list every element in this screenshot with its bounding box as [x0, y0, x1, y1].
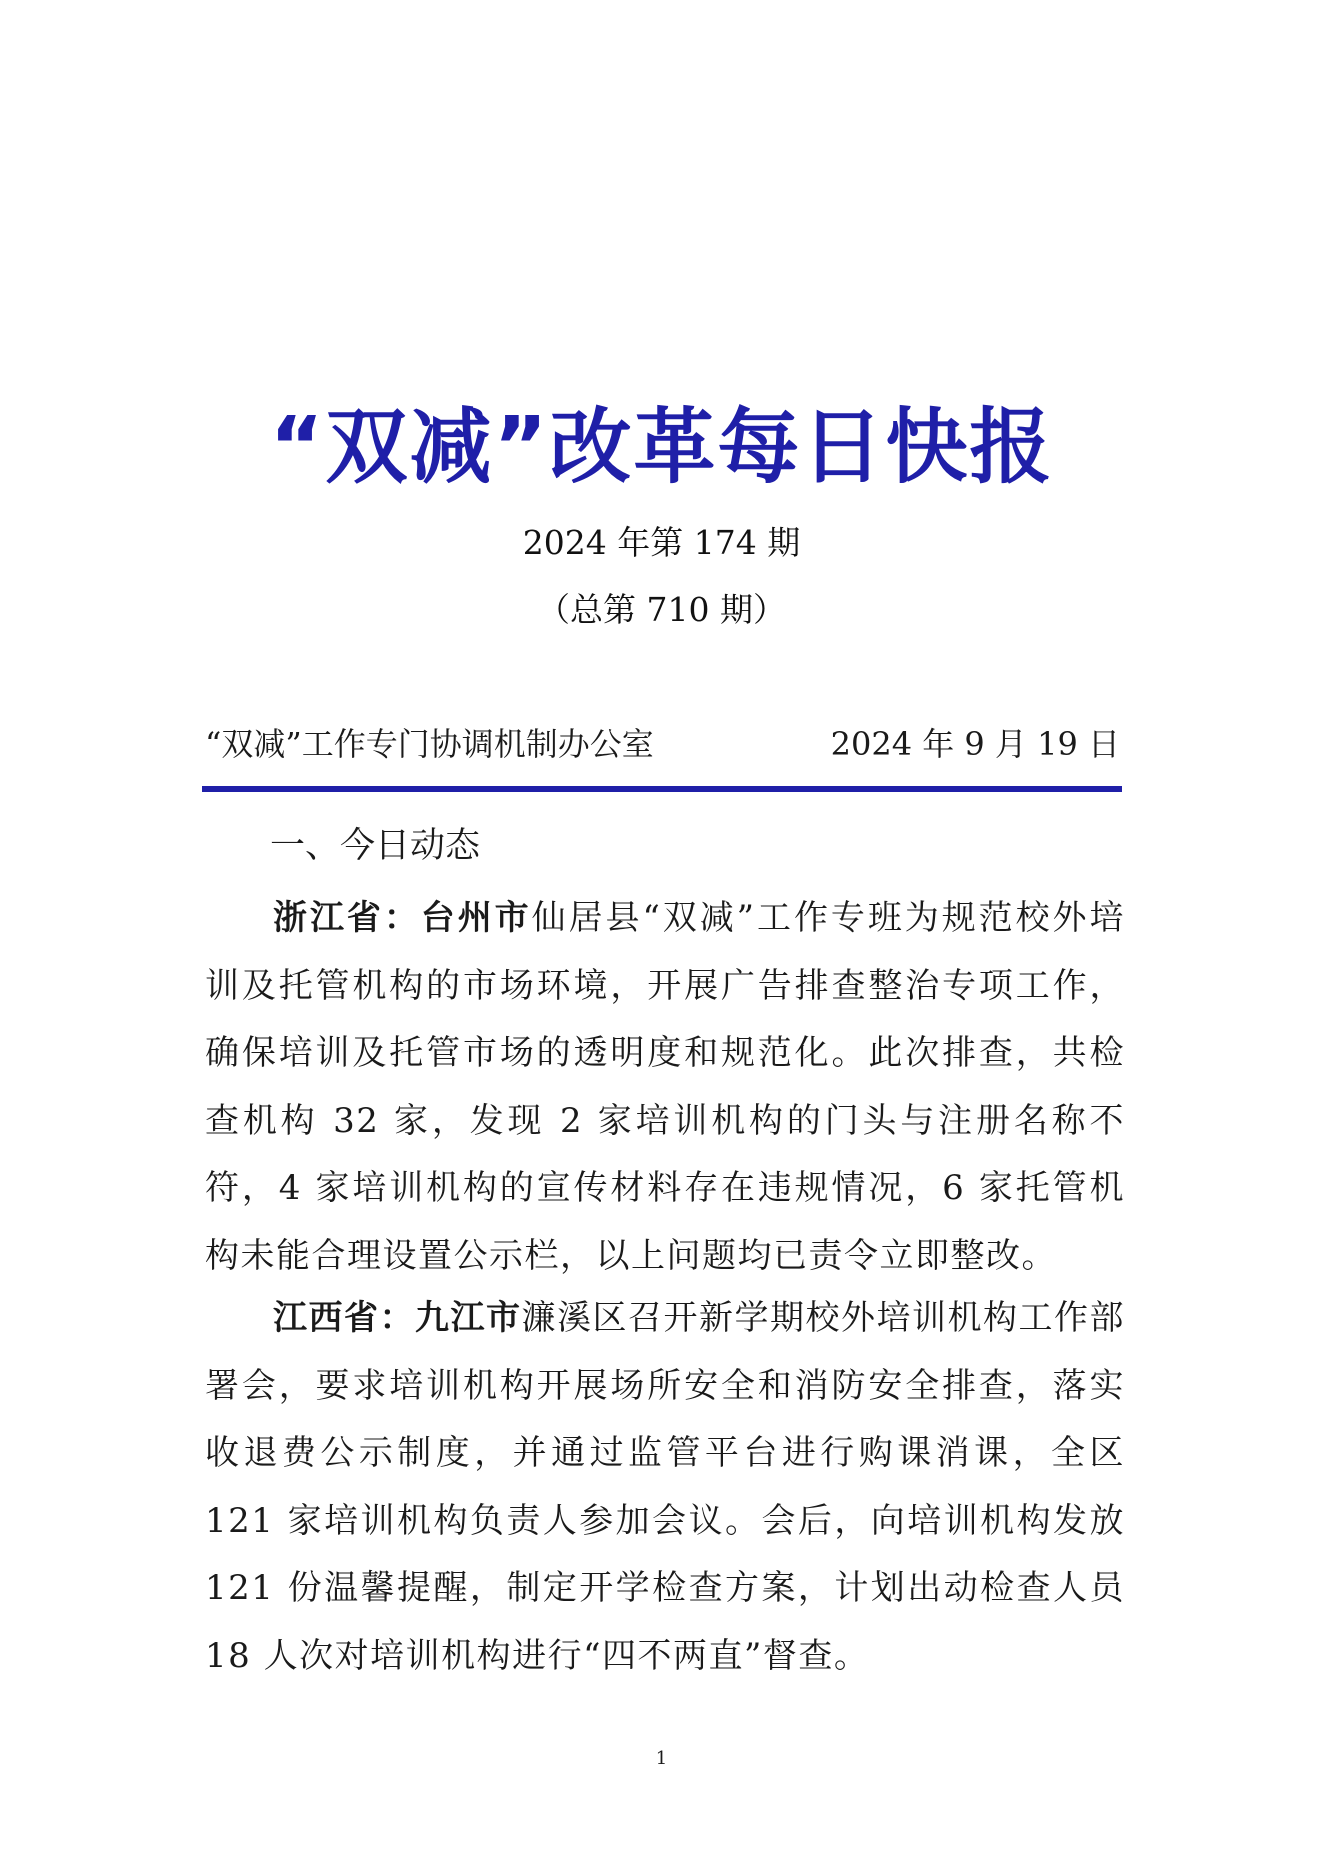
news-paragraph-zhejiang [205, 885, 1125, 1290]
issue-date: 2024 年 9 月 19 日 [830, 725, 1120, 763]
section-heading: 一、今日动态 [270, 826, 481, 866]
total-issue-number: （总第 710 期） [537, 590, 786, 629]
issue-number: 2024 年第 174 期 [522, 523, 801, 562]
province-label: 江西省： [273, 1298, 415, 1338]
city-label: 九江市 [415, 1298, 522, 1338]
page-number: 1 [655, 1748, 668, 1769]
report-title: “双减”改革每日快报 [269, 400, 1054, 495]
issuing-office: “双减”工作专门协调机制办公室 [205, 725, 654, 763]
paragraph-text: 濂溪区召开新学期校外培训机构工作部署会，要求培训机构开展场所安全和消防安全排查，落实收退费公示制度，并通过监管平台进行购课消课，全区 121 家培训机构负责人参加会议。会后，向培训机构发放 121 份温馨提醒，制定开学检查方案，计划出动检查人员 18 人次对培训机构进行“四不两直”督查。 [205, 1298, 1125, 1676]
city-label: 台州市 [420, 898, 532, 938]
office-date-line [205, 722, 1120, 766]
header-divider [202, 786, 1122, 792]
news-paragraph-jiangxi [205, 1285, 1125, 1690]
province-label: 浙江省： [273, 898, 421, 938]
paragraph-text: 仙居县“双减”工作专班为规范校外培训及托管机构的市场环境，开展广告排查整治专项工作，确保培训及托管市场的透明度和规范化。此次排查，共检查机构 32 家，发现 2 家培训机构的门头与注册名称不符，4 家培训机构的宣传材料存在违规情况，6 家托管机构未能合理设置公示栏，以上问题均已责令立即整改。 [205, 898, 1126, 1276]
